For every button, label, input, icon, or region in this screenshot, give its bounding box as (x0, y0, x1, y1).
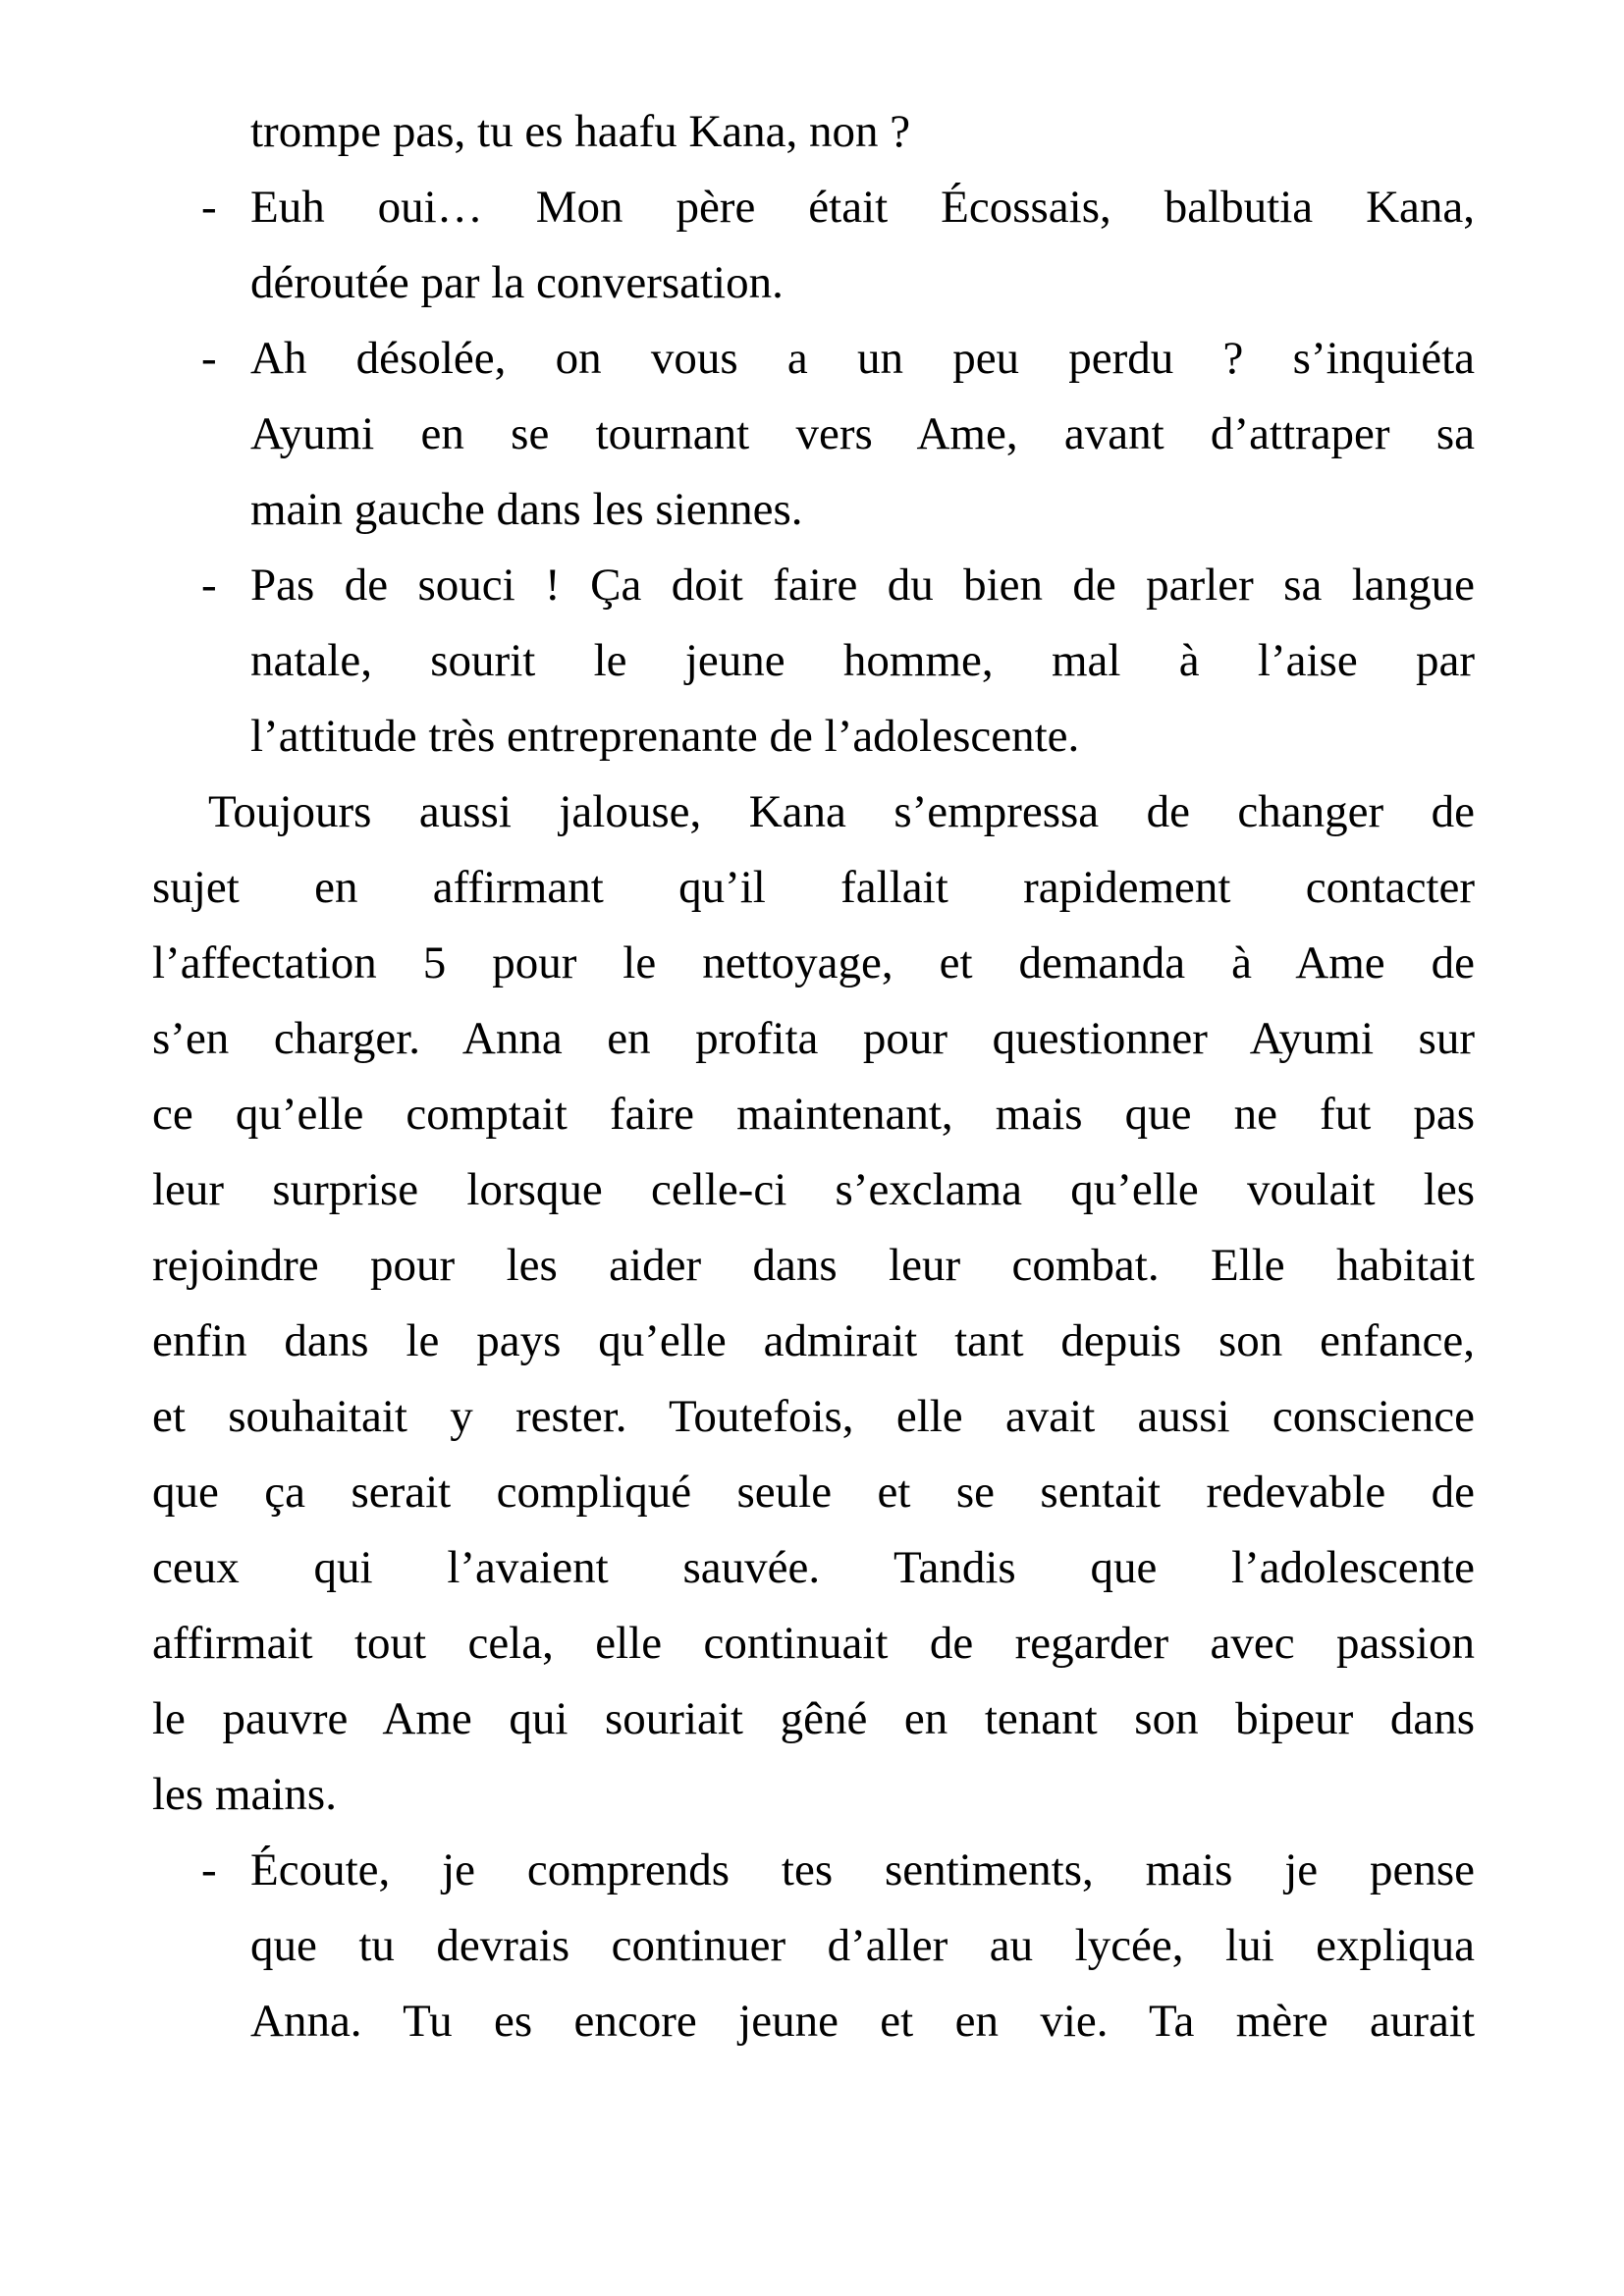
text-line: main gauche dans les siennes. (250, 484, 803, 535)
dialogue-block (152, 548, 1475, 774)
text-line: leur surprise lorsque celle-ci s’exclama qu’elle voulait les (152, 1164, 1475, 1215)
dialogue-block (152, 170, 1475, 321)
dialogue-block (152, 321, 1475, 548)
text-line: affirmait tout cela, elle continuait de regarder avec passion (152, 1618, 1475, 1669)
text-line: Euh oui… Mon père était Écossais, balbutia Kana, (250, 182, 1475, 233)
text-line: s’en charger. Anna en profita pour questionner Ayumi sur (152, 1013, 1475, 1064)
paragraph-block (152, 774, 1475, 1833)
text-line: l’attitude très entreprenante de l’adolescente. (250, 711, 1080, 762)
text-line: Toujours aussi jalouse, Kana s’empressa de changer de (208, 786, 1475, 837)
text-line: sujet en affirmant qu’il fallait rapidement contacter (152, 862, 1475, 913)
text-line: l’affectation 5 pour le nettoyage, et demanda à Ame de (152, 937, 1475, 988)
dialogue-dash: - (201, 560, 217, 611)
text-line: enfin dans le pays qu’elle admirait tant depuis son enfance, (152, 1315, 1475, 1366)
text-line: ceux qui l’avaient sauvée. Tandis que l’adolescente (152, 1542, 1475, 1593)
continuation-block (152, 94, 1475, 170)
dialogue-dash: - (201, 1844, 217, 1896)
text-line: rejoindre pour les aider dans leur combat. Elle habitait (152, 1240, 1475, 1291)
text-line: Écoute, je comprends tes sentiments, mais je pense (250, 1844, 1475, 1896)
text-line: le pauvre Ame qui souriait gêné en tenant son bipeur dans (152, 1693, 1475, 1744)
text-line: natale, sourit le jeune homme, mal à l’aise par (250, 635, 1475, 686)
dialogue-dash: - (201, 333, 217, 384)
dialogue-dash: - (201, 182, 217, 233)
text-line: déroutée par la conversation. (250, 257, 784, 308)
text-line: que tu devrais continuer d’aller au lycée, lui expliqua (250, 1920, 1475, 1971)
text-line: ce qu’elle comptait faire maintenant, mais que ne fut pas (152, 1089, 1475, 1140)
text-line: Ayumi en se tournant vers Ame, avant d’attraper sa (250, 408, 1475, 459)
text-line: Ah désolée, on vous a un peu perdu ? s’inquiéta (250, 333, 1475, 384)
text-line: les mains. (152, 1769, 337, 1820)
text-block (152, 94, 1475, 2059)
text-line: Anna. Tu es encore jeune et en vie. Ta mère aurait (250, 1996, 1475, 2047)
text-line: que ça serait compliqué seule et se sentait redevable de (152, 1467, 1475, 1518)
text-line: et souhaitait y rester. Toutefois, elle avait aussi conscience (152, 1391, 1475, 1442)
text-line: trompe pas, tu es haafu Kana, non ? (250, 106, 911, 157)
text-line: Pas de souci ! Ça doit faire du bien de parler sa langue (250, 560, 1475, 611)
dialogue-block (152, 1833, 1475, 2059)
